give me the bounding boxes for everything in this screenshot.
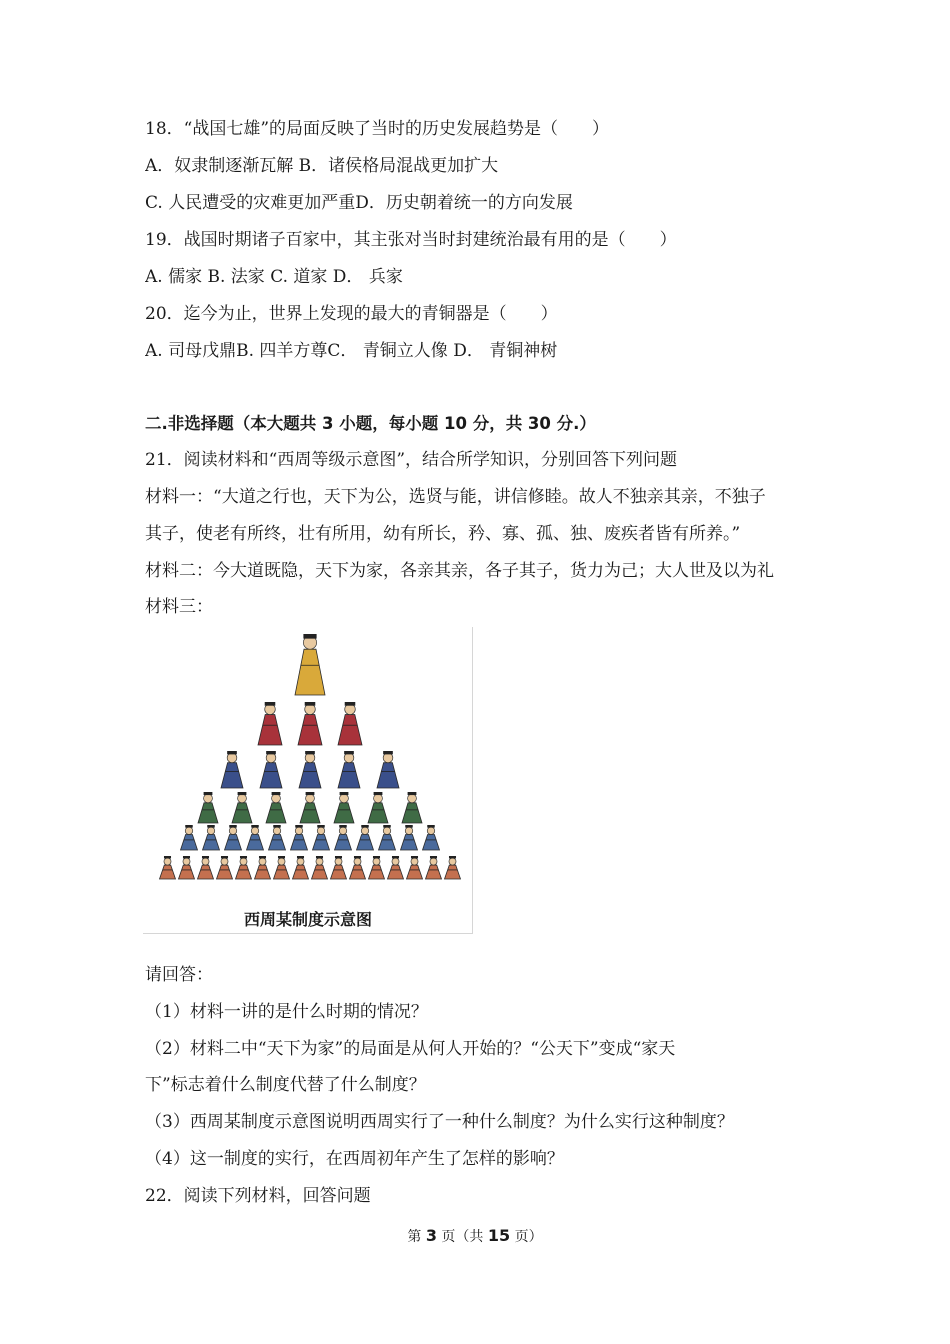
- scholar-figure: [198, 792, 218, 823]
- slave-figure: [407, 856, 423, 879]
- slave-figure: [160, 856, 176, 879]
- answer-prompt: 请回答：: [145, 965, 213, 985]
- official-figure: [338, 751, 360, 788]
- q21-sub1: （1）材料一讲的是什么时期的情况？: [145, 1002, 428, 1022]
- q21-sub2-line1: （2）材料二中“天下为家”的局面是从何人开始的？“公天下”变成“家天: [145, 1039, 676, 1059]
- slave-figure: [198, 856, 214, 879]
- q18-stem: 18．“战国七雄”的局面反映了当时的历史发展趋势是（ ）: [145, 119, 610, 139]
- commoner-figure: [357, 825, 374, 850]
- figure-caption: 西周某制度示意图: [243, 910, 372, 929]
- footer-middle: 页（共: [436, 1229, 488, 1245]
- commoner-figure: [203, 825, 220, 850]
- q21-material1-line1: 材料一：“大道之行也，天下为公，选贤与能，讲信修睦。故人不独亲其亲，不独子: [145, 487, 766, 507]
- noble-figure: [298, 702, 322, 745]
- slave-figure: [293, 856, 309, 879]
- slave-figure: [312, 856, 328, 879]
- commoner-figure: [225, 825, 242, 850]
- commoner-figure: [247, 825, 264, 850]
- slave-figure: [274, 856, 290, 879]
- scholar-figure: [266, 792, 286, 823]
- commoner-figure: [181, 825, 198, 850]
- footer-suffix: 页）: [510, 1229, 543, 1245]
- western-zhou-hierarchy-figure: [143, 627, 473, 934]
- page-footer: [0, 1226, 950, 1247]
- q19-stem: 19．战国时期诸子百家中，其主张对当时封建统治最有用的是（ ）: [145, 230, 677, 250]
- q22-stem: 22．阅读下列材料，回答问题: [145, 1186, 371, 1206]
- commoner-figure: [313, 825, 330, 850]
- noble-figure: [258, 702, 282, 745]
- commoner-figure: [379, 825, 396, 850]
- q21-material1-line2: 其子，使老有所终，壮有所用，幼有所长，矜、寡、孤、独、废疾者皆有所养。”: [145, 524, 741, 544]
- official-figure: [377, 751, 399, 788]
- commoner-figure: [269, 825, 286, 850]
- commoner-figure: [401, 825, 418, 850]
- slave-figure: [426, 856, 442, 879]
- slave-figure: [369, 856, 385, 879]
- footer-page-number: 3: [425, 1226, 437, 1245]
- slave-figure: [350, 856, 366, 879]
- slave-figure: [236, 856, 252, 879]
- q21-material3-label: 材料三：: [145, 597, 213, 617]
- q21-sub2-line2: 下”标志着什么制度代替了什么制度？: [145, 1075, 426, 1095]
- q18-options-line1: A．奴隶制逐渐瓦解 B．诸侯格局混战更加扩大: [145, 156, 499, 176]
- q20-options: A. 司母戊鼎B. 四羊方尊C． 青铜立人像 D． 青铜神树: [145, 341, 558, 361]
- q18-options-line2: C. 人民遭受的灾难更加严重D．历史朝着统一的方向发展: [145, 193, 573, 213]
- q20-stem: 20．迄今为止，世界上发现的最大的青铜器是（ ）: [145, 304, 558, 324]
- slave-figure: [445, 856, 461, 879]
- q21-sub4: （4）这一制度的实行，在西周初年产生了怎样的影响？: [145, 1149, 564, 1169]
- q21-material2: 材料二：今大道既隐，天下为家，各亲其亲，各子其子，货力为己；大人世及以为礼: [145, 561, 774, 581]
- section2-heading: 二.非选择题（本大题共 3 小题，每小题 10 分，共 30 分.）: [145, 414, 596, 433]
- slave-figure: [331, 856, 347, 879]
- q19-options: A. 儒家 B. 法家 C. 道家 D． 兵家: [145, 267, 403, 287]
- scholar-figure: [232, 792, 252, 823]
- scholar-figure: [334, 792, 354, 823]
- slave-figure: [388, 856, 404, 879]
- hierarchy-pyramid-illustration: [143, 627, 473, 907]
- slave-figure: [179, 856, 195, 879]
- official-figure: [260, 751, 282, 788]
- scholar-figure: [300, 792, 320, 823]
- scholar-figure: [368, 792, 388, 823]
- footer-prefix: 第: [407, 1229, 426, 1245]
- scholar-figure: [402, 792, 422, 823]
- commoner-figure: [291, 825, 308, 850]
- slave-figure: [255, 856, 271, 879]
- q21-sub3: （3）西周某制度示意图说明西周实行了一种什么制度？为什么实行这种制度？: [145, 1112, 734, 1132]
- noble-figure: [338, 702, 362, 745]
- commoner-figure: [423, 825, 440, 850]
- q21-stem: 21．阅读材料和“西周等级示意图”，结合所学知识，分别回答下列问题: [145, 450, 678, 470]
- slave-figure: [217, 856, 233, 879]
- footer-total-pages: 15: [487, 1226, 511, 1245]
- commoner-figure: [335, 825, 352, 850]
- official-figure: [221, 751, 243, 788]
- official-figure: [299, 751, 321, 788]
- king-figure: [295, 634, 325, 695]
